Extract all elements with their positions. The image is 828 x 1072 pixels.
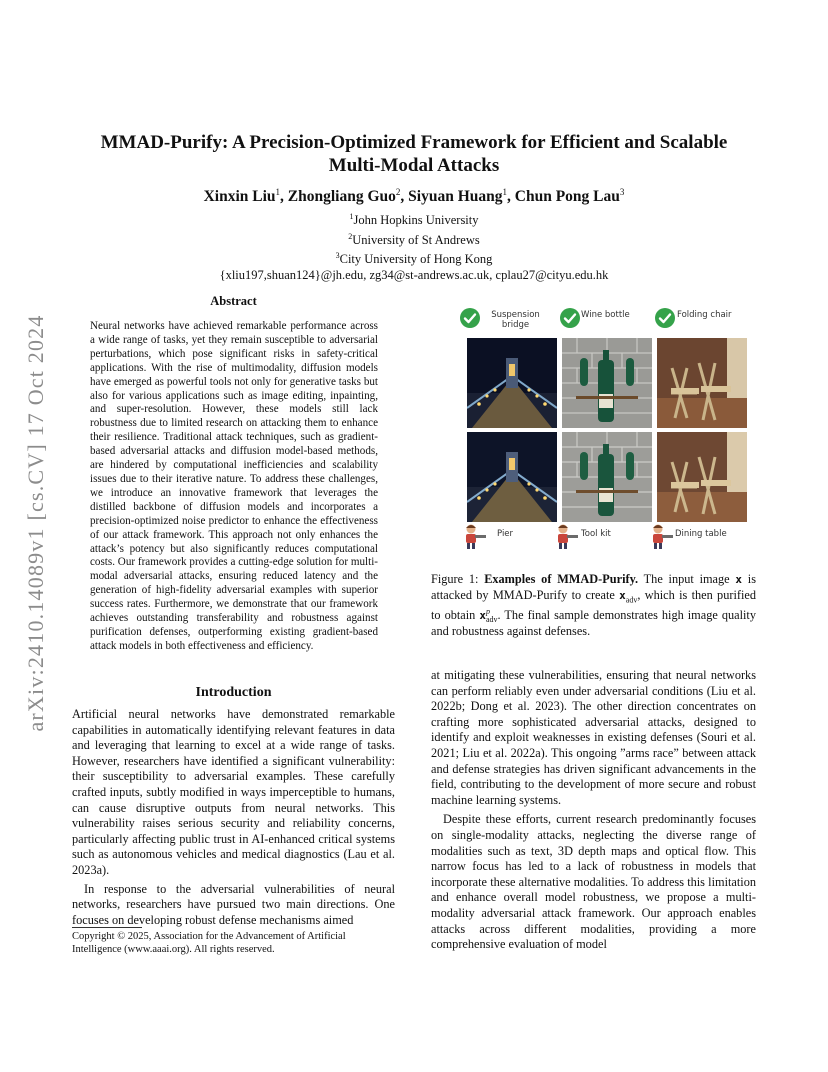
wine-bottle-image-purified	[562, 432, 652, 522]
folding-chair-image-purified	[657, 432, 747, 522]
attacker-icon	[650, 523, 674, 549]
label-pier: Pier	[497, 529, 514, 539]
footnote-rule	[72, 927, 142, 928]
author-emails: {xliu197,shuan124}@jh.edu, zg34@st-andrews.ac.uk, cplau27@cityu.edu.hk	[219, 267, 609, 282]
paper-title-line-2: Multi-Modal Attacks	[328, 155, 500, 176]
label-folding-chair: Folding chair	[677, 310, 732, 320]
affiliation: $^1$John Hopkins University	[349, 212, 479, 228]
right-paragraph-1: at mitigating these vulnerabilities, ensuring that neural networks can perform reliably even under adversarial conditions (Liu et al. 2022b; Dong et al. 2023). The other direction concentrates on crafting more sophisticated adversarial attacks, designed to identify and exploit weaknesses in existing defenses (Souri et al. 2021; Liu et al. 2022a). This ongoing ”arms race” between attack and defense strategies has driven significant advancements in the field, contributing to the development of more secure and robust machine learning systems.	[431, 668, 756, 807]
arxiv-identifier-text: arXiv:2410.14089v1 [cs.CV] 17 Oct 2024	[23, 314, 48, 732]
author: Chun Pong Lau$^3$	[514, 187, 625, 206]
author: Zhongliang Guo$^2$	[287, 187, 401, 206]
bridge-image-purified	[467, 432, 557, 522]
right-paragraph-2: Despite these efforts, current research predominantly focuses on single-modality attacks, neglecting the diverse range of modalities such as text, 3D depth maps and optical flow. This narrow focus has led to a lack of robustness in models that incorporate these alternative modalities. To address this limitation and enhance overall model robustness, we propose a multi-modality adversarial attack framework. Our approach enables attacks across different modalities, providing a more comprehensive evaluation of model	[431, 812, 756, 952]
introduction-body	[72, 707, 395, 928]
author: Xinxin Liu$^1$	[203, 187, 281, 206]
label-tool-kit: Tool kit	[581, 529, 611, 539]
right-column-body	[431, 668, 756, 953]
attacker-icon	[463, 523, 487, 549]
author: Siyuan Huang$^1$	[408, 187, 508, 206]
intro-paragraph-1: Artificial neural networks have demonstrated remarkable capabilities in automatically identifying relevant features in data and leveraging that learning to excel at a wide range of tasks. However, researchers have identified a significant vulnerability: their susceptibility to adversarial examples. These carefully crafted inputs, subtly modified in ways imperceptible to humans, can cause disruptive outputs from neural networks. This vulnerability raises serious security and reliability concerns, particularly affecting public trust in AI-enhanced critical systems such as autonomous vehicles and medical diagnostics (Lau et al. 2023a).	[72, 707, 395, 877]
abstract-text: Neural networks have achieved remarkable performance across a wide range of tasks, yet they remain susceptible to adversarial perturbations, which pose significant risks in safety-critical applications. With the rise of multimodality, diffusion models have emerged as powerful tools not only for generative tasks but also for various applications such as image editing, inpainting, and super-resolution. However, these models still lack robustness due to limited research on attacking them to enhance their resilience. Traditional attack techniques, such as gradient-based adversarial attacks and diffusion model-based methods, are hindered by computational inefficiencies and scalability issues due to their iterative nature. To address these challenges, we introduce an innovative framework that leverages the distilled backbone of diffusion models and incorporates a precision-optimized noise predictor to enhance the effectiveness of our attack framework. This approach not only enhances the attack’s potency but also significantly reduces computational costs. Our framework provides a cutting-edge solution for multi-modal adversarial attacks, ensuring reduced latency and the generation of high-fidelity adversarial examples with superior success rates. Furthermore, we demonstrate that our framework achieves outstanding transferability and robustness against purification defenses, outperforming existing gradient-based attack models in both effectiveness and efficiency.	[90, 320, 378, 652]
folding-chair-image-original	[657, 338, 747, 428]
introduction-heading: Introduction	[195, 685, 272, 700]
paper-title	[60, 131, 768, 177]
attacker-icon	[555, 523, 579, 549]
check-icon	[560, 308, 580, 328]
label-wine-bottle: Wine bottle	[581, 310, 630, 320]
author-list: Xinxin Liu$^1$, Zhongliang Guo$^2$, Siyuan Huang$^1$, Chun Pong Lau$^3$	[203, 187, 625, 206]
abstract-heading: Abstract	[210, 294, 257, 308]
affiliation: $^3$City University of Hong Kong	[335, 251, 493, 267]
label-dining-table: Dining table	[675, 529, 727, 539]
intro-paragraph-2: In response to the adversarial vulnerabilities of neural networks, researchers have pursued two main directions. One focuses on developing robust defense mechanisms aimed	[72, 881, 395, 927]
copyright-footnote: Copyright © 2025, Association for the Advancement of Artificial Intelligence (www.aaai.org). All rights reserved.	[72, 931, 346, 955]
affiliation: $^2$University of St Andrews	[348, 231, 480, 247]
arxiv-identifier	[20, 288, 52, 758]
wine-bottle-image-original	[562, 338, 652, 428]
paper-title-line-1: MMAD-Purify: A Precision-Optimized Framework for Efficient and Scalable	[100, 132, 728, 153]
bridge-image-original	[467, 338, 557, 428]
check-icon	[655, 308, 675, 328]
label-suspension-bridge: Suspension bridge	[491, 310, 540, 330]
figure-1-caption: Figure 1: Examples of MMAD-Purify. The input image x is attacked by MMAD-Purify to create $x_{adv}$, which is then purified to obtain x p adv . The final sample demonstrates high image quality and robustness against defenses.	[431, 572, 756, 638]
figure-1	[460, 305, 760, 550]
check-icon	[460, 308, 480, 328]
affiliations	[60, 209, 768, 283]
